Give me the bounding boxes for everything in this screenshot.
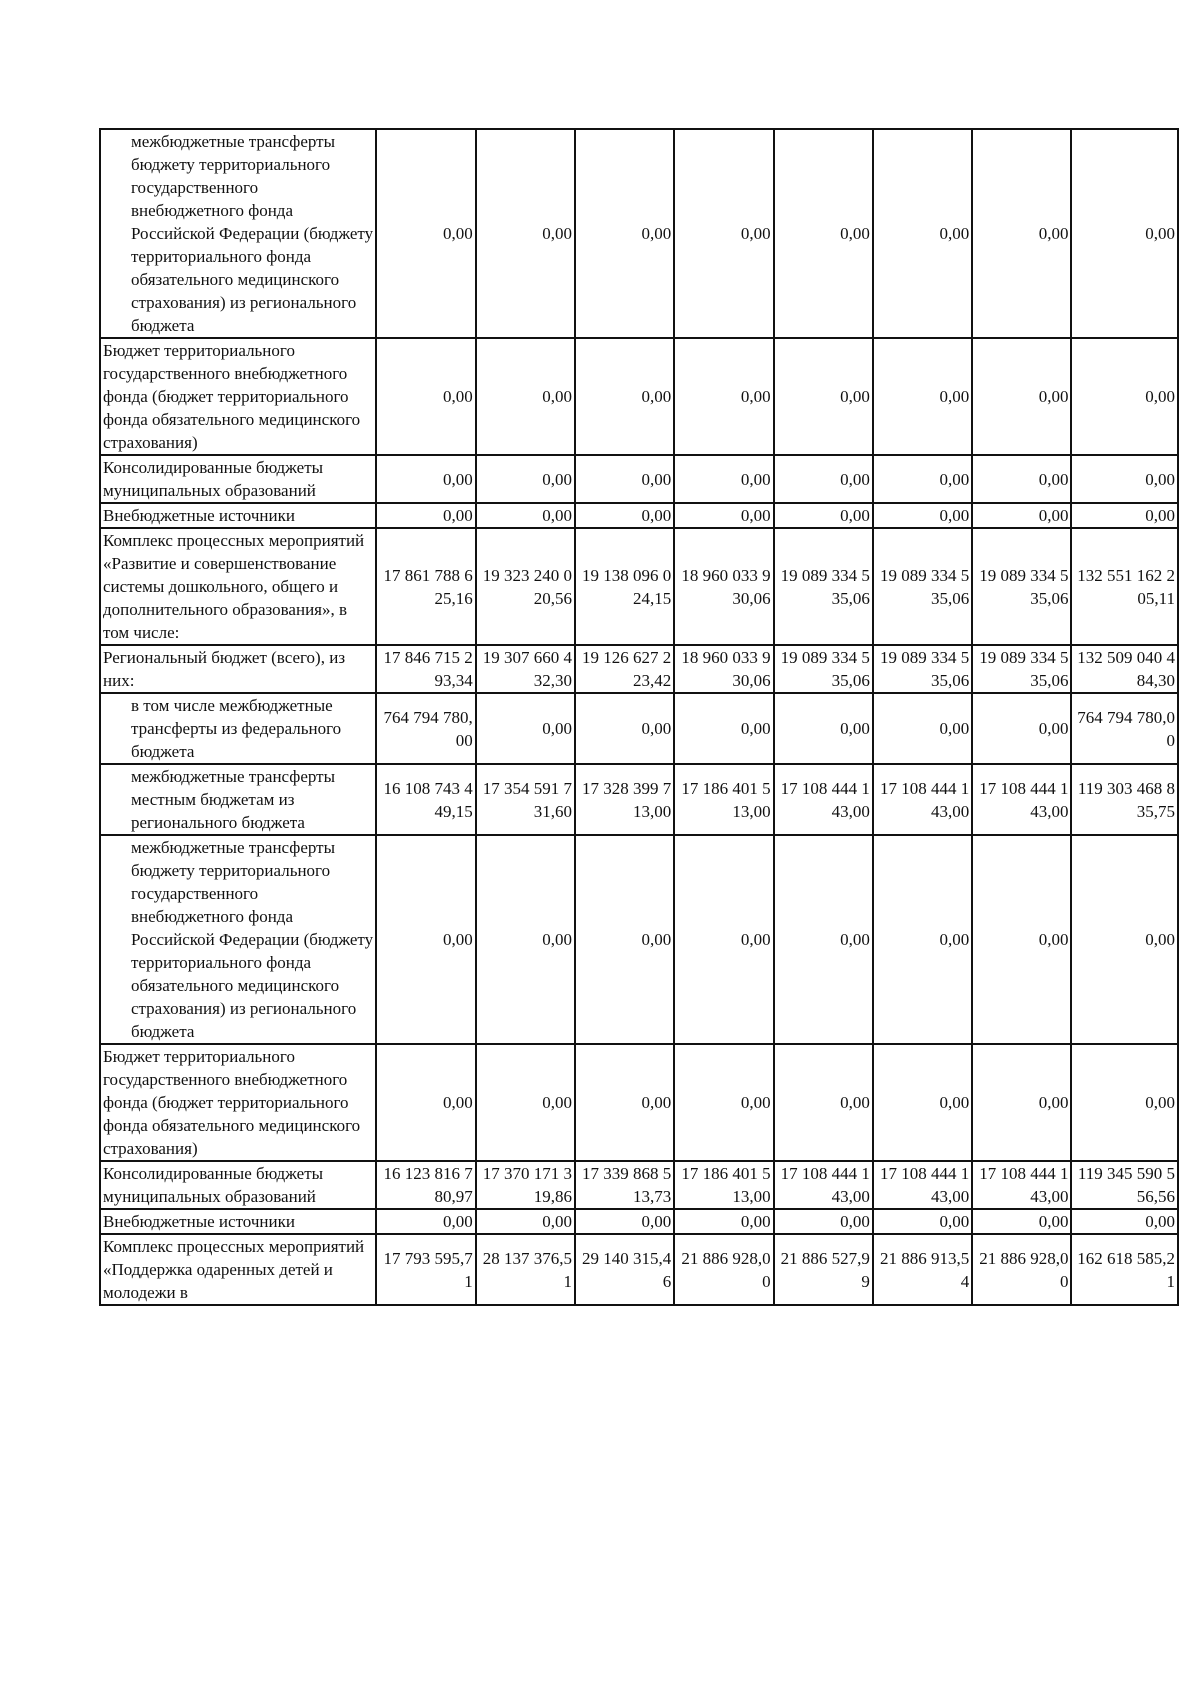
value-cell: 0,00 (774, 455, 873, 503)
budget-table (99, 128, 1179, 1306)
value-cell: 0,00 (1071, 503, 1178, 528)
value-cell: 0,00 (972, 338, 1071, 455)
value-cell: 0,00 (873, 129, 972, 338)
value-cell: 0,00 (476, 129, 575, 338)
value-cell: 0,00 (674, 693, 773, 764)
value-cell: 0,00 (575, 129, 674, 338)
table-row (100, 1209, 1178, 1234)
value-cell: 0,00 (873, 1209, 972, 1234)
value-cell: 0,00 (476, 338, 575, 455)
table-row (100, 835, 1178, 1044)
value-cell: 0,00 (774, 338, 873, 455)
value-cell: 0,00 (674, 338, 773, 455)
value-cell: 19 089 334 535,06 (774, 528, 873, 645)
value-cell: 0,00 (774, 835, 873, 1044)
value-cell: 0,00 (1071, 129, 1178, 338)
value-cell: 0,00 (674, 503, 773, 528)
value-cell: 21 886 928,00 (972, 1234, 1071, 1305)
table-row (100, 764, 1178, 835)
value-cell: 132 509 040 484,30 (1071, 645, 1178, 693)
value-cell: 119 345 590 556,56 (1071, 1161, 1178, 1209)
value-cell: 0,00 (873, 835, 972, 1044)
value-cell: 0,00 (376, 1044, 475, 1161)
value-cell: 0,00 (774, 693, 873, 764)
value-cell: 17 186 401 513,00 (674, 1161, 773, 1209)
table-row (100, 338, 1178, 455)
value-cell: 0,00 (476, 1209, 575, 1234)
value-cell: 19 307 660 432,30 (476, 645, 575, 693)
row-label: Региональный бюджет (всего), из них: (100, 645, 376, 693)
table-row (100, 1234, 1178, 1305)
value-cell: 0,00 (376, 835, 475, 1044)
table-row (100, 1161, 1178, 1209)
value-cell: 0,00 (575, 835, 674, 1044)
value-cell: 16 108 743 449,15 (376, 764, 475, 835)
value-cell: 28 137 376,51 (476, 1234, 575, 1305)
value-cell: 0,00 (972, 455, 1071, 503)
value-cell: 17 108 444 143,00 (774, 764, 873, 835)
value-cell: 0,00 (575, 503, 674, 528)
value-cell: 0,00 (873, 503, 972, 528)
value-cell: 0,00 (476, 503, 575, 528)
value-cell: 0,00 (674, 1044, 773, 1161)
value-cell: 19 089 334 535,06 (873, 645, 972, 693)
value-cell: 19 089 334 535,06 (972, 528, 1071, 645)
value-cell: 16 123 816 780,97 (376, 1161, 475, 1209)
value-cell: 0,00 (376, 338, 475, 455)
value-cell: 0,00 (873, 338, 972, 455)
value-cell: 19 089 334 535,06 (972, 645, 1071, 693)
value-cell: 0,00 (376, 129, 475, 338)
value-cell: 17 846 715 293,34 (376, 645, 475, 693)
value-cell: 0,00 (972, 835, 1071, 1044)
value-cell: 764 794 780,00 (1071, 693, 1178, 764)
row-label: Комплекс процессных мероприятий «Поддержка одаренных детей и молодежи в (100, 1234, 376, 1305)
value-cell: 21 886 913,54 (873, 1234, 972, 1305)
value-cell: 0,00 (774, 503, 873, 528)
value-cell: 19 323 240 020,56 (476, 528, 575, 645)
value-cell: 0,00 (1071, 455, 1178, 503)
value-cell: 18 960 033 930,06 (674, 528, 773, 645)
value-cell: 0,00 (1071, 835, 1178, 1044)
value-cell: 0,00 (575, 693, 674, 764)
value-cell: 29 140 315,46 (575, 1234, 674, 1305)
value-cell: 0,00 (873, 1044, 972, 1161)
row-label: Бюджет территориального государственного внебюджетного фонда (бюджет территориального фонда обязательного медицинского страхования) (100, 338, 376, 455)
value-cell: 19 089 334 535,06 (774, 645, 873, 693)
value-cell: 0,00 (972, 693, 1071, 764)
value-cell: 21 886 928,00 (674, 1234, 773, 1305)
value-cell: 17 186 401 513,00 (674, 764, 773, 835)
value-cell: 17 108 444 143,00 (972, 1161, 1071, 1209)
value-cell: 0,00 (774, 1044, 873, 1161)
value-cell: 0,00 (774, 1209, 873, 1234)
value-cell: 0,00 (873, 693, 972, 764)
value-cell: 0,00 (972, 1044, 1071, 1161)
value-cell: 17 108 444 143,00 (972, 764, 1071, 835)
row-label: Бюджет территориального государственного внебюджетного фонда (бюджет территориального фонда обязательного медицинского страхования) (100, 1044, 376, 1161)
budget-table-body (100, 129, 1178, 1305)
row-label: межбюджетные трансферты бюджету территориального государственного внебюджетного фонда Российской Федерации (бюджету территориального фонда обязательного медицинского страхования) из регионального бюджета (100, 835, 376, 1044)
value-cell: 0,00 (674, 835, 773, 1044)
value-cell: 0,00 (376, 503, 475, 528)
value-cell: 0,00 (972, 503, 1071, 528)
value-cell: 0,00 (1071, 1044, 1178, 1161)
value-cell: 0,00 (873, 455, 972, 503)
value-cell: 17 370 171 319,86 (476, 1161, 575, 1209)
table-row (100, 503, 1178, 528)
value-cell: 0,00 (376, 455, 475, 503)
row-label: Консолидированные бюджеты муниципальных образований (100, 1161, 376, 1209)
row-label: межбюджетные трансферты местным бюджетам из регионального бюджета (100, 764, 376, 835)
value-cell: 0,00 (972, 129, 1071, 338)
value-cell: 18 960 033 930,06 (674, 645, 773, 693)
value-cell: 0,00 (575, 1044, 674, 1161)
value-cell: 19 089 334 535,06 (873, 528, 972, 645)
value-cell: 0,00 (376, 1209, 475, 1234)
row-label: в том числе межбюджетные трансферты из федерального бюджета (100, 693, 376, 764)
value-cell: 19 126 627 223,42 (575, 645, 674, 693)
value-cell: 0,00 (674, 1209, 773, 1234)
row-label: Комплекс процессных мероприятий «Развитие и совершенствование системы дошкольного, общего и дополнительного образования», в том числе: (100, 528, 376, 645)
value-cell: 0,00 (1071, 338, 1178, 455)
table-row (100, 693, 1178, 764)
value-cell: 0,00 (575, 338, 674, 455)
row-label: Консолидированные бюджеты муниципальных образований (100, 455, 376, 503)
value-cell: 0,00 (774, 129, 873, 338)
row-label: Внебюджетные источники (100, 1209, 376, 1234)
value-cell: 0,00 (674, 129, 773, 338)
row-label: Внебюджетные источники (100, 503, 376, 528)
value-cell: 17 328 399 713,00 (575, 764, 674, 835)
value-cell: 17 793 595,71 (376, 1234, 475, 1305)
value-cell: 17 108 444 143,00 (774, 1161, 873, 1209)
table-row (100, 1044, 1178, 1161)
value-cell: 17 108 444 143,00 (873, 1161, 972, 1209)
value-cell: 21 886 527,99 (774, 1234, 873, 1305)
value-cell: 132 551 162 205,11 (1071, 528, 1178, 645)
value-cell: 17 861 788 625,16 (376, 528, 475, 645)
value-cell: 0,00 (674, 455, 773, 503)
value-cell: 162 618 585,21 (1071, 1234, 1178, 1305)
row-label: межбюджетные трансферты бюджету территориального государственного внебюджетного фонда Российской Федерации (бюджету территориального фонда обязательного медицинского страхования) из регионального бюджета (100, 129, 376, 338)
table-row (100, 129, 1178, 338)
value-cell: 19 138 096 024,15 (575, 528, 674, 645)
value-cell: 0,00 (575, 1209, 674, 1234)
value-cell: 0,00 (476, 693, 575, 764)
value-cell: 17 339 868 513,73 (575, 1161, 674, 1209)
value-cell: 764 794 780,00 (376, 693, 475, 764)
value-cell: 0,00 (476, 835, 575, 1044)
table-row (100, 645, 1178, 693)
value-cell: 0,00 (972, 1209, 1071, 1234)
table-row (100, 528, 1178, 645)
value-cell: 119 303 468 835,75 (1071, 764, 1178, 835)
value-cell: 0,00 (476, 455, 575, 503)
value-cell: 17 354 591 731,60 (476, 764, 575, 835)
value-cell: 0,00 (1071, 1209, 1178, 1234)
value-cell: 0,00 (575, 455, 674, 503)
value-cell: 17 108 444 143,00 (873, 764, 972, 835)
table-row (100, 455, 1178, 503)
value-cell: 0,00 (476, 1044, 575, 1161)
